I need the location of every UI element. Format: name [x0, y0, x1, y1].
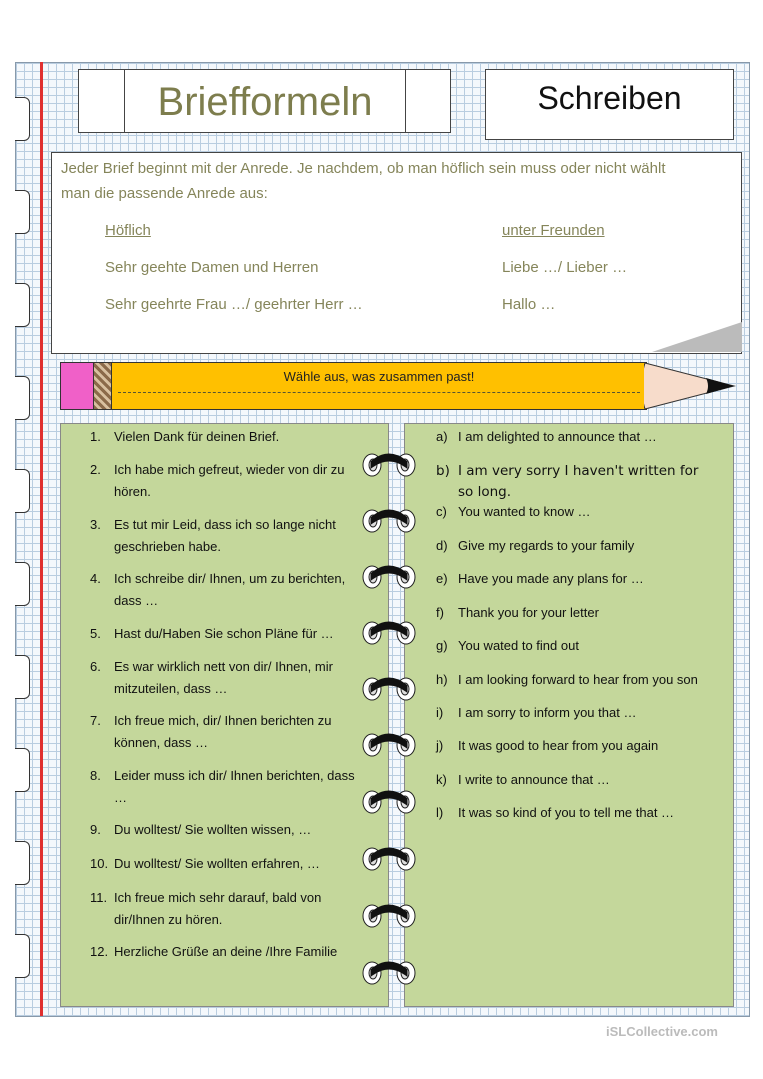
pencil-tip-icon [644, 362, 740, 410]
item-number: 5. [90, 626, 101, 641]
item-letter: i) [436, 705, 444, 720]
item-letter: d) [436, 538, 448, 553]
spiral-ring-icon [362, 899, 416, 929]
instruction: Wähle aus, was zusammen past! [283, 369, 475, 384]
phrase-line: Ich habe mich gefreut, wieder von dir zu [114, 462, 345, 477]
watermark: iSLCollective.com [606, 1024, 718, 1039]
item-letter: j) [436, 738, 444, 753]
binder-hole [15, 934, 30, 978]
german-phrase [90, 853, 370, 875]
phrase-line: hören. [114, 483, 151, 499]
item-number: 4. [90, 571, 101, 586]
german-phrase [90, 710, 370, 753]
informal-greeting: Hallo … [502, 296, 556, 313]
german-phrase [90, 623, 370, 645]
phrase-line: Thank you for your letter [458, 605, 599, 620]
english-phrase [436, 802, 731, 824]
item-number: 8. [90, 768, 101, 783]
item-letter: f) [436, 605, 444, 620]
item-number: 1. [90, 429, 101, 444]
german-phrase [90, 459, 370, 502]
intro-text: Jeder Brief beginnt mit der Anrede. Je nachdem, ob man höflich sein muss oder nicht wählt [61, 160, 666, 177]
phrase-line: Du wolltest/ Sie wollten wissen, … [114, 822, 312, 837]
phrase-line: … [114, 789, 127, 805]
phrase-line: Ich freue mich sehr darauf, bald von [114, 890, 322, 905]
binder-hole [15, 655, 30, 699]
intro-box [51, 152, 742, 354]
german-phrase [90, 568, 370, 611]
binder-hole [15, 97, 30, 141]
german-phrase [90, 514, 370, 557]
phrase-line: dass … [114, 592, 159, 608]
phrase-line: Ich schreibe dir/ Ihnen, um zu berichten, [114, 571, 346, 586]
informal-greeting: Liebe …/ Lieber … [502, 259, 628, 276]
subject-label: Schreiben [485, 69, 734, 140]
spiral-ring-icon [362, 672, 416, 702]
binder-hole [15, 841, 30, 885]
phrase-line: Du wolltest/ Sie wollten erfahren, … [114, 856, 320, 871]
spiral-ring-icon [362, 956, 416, 986]
dashed-line [118, 392, 640, 393]
phrase-line: dir/Ihnen zu hören. [114, 911, 223, 927]
item-letter: b) [436, 463, 450, 479]
item-number: 9. [90, 822, 101, 837]
item-letter: h) [436, 672, 448, 687]
spiral-ring-icon [362, 560, 416, 590]
phrase-line: You wated to find out [458, 638, 579, 653]
binder-hole [15, 376, 30, 420]
german-phrase [90, 656, 370, 699]
spiral-ring-icon [362, 785, 416, 815]
intro-text: man die passende Anrede aus: [61, 185, 268, 202]
informal-heading: unter Freunden [502, 222, 605, 239]
item-number: 11. [90, 890, 108, 905]
phrase-line: mitzuteilen, dass … [114, 680, 228, 696]
english-phrase [436, 635, 731, 657]
title-box [78, 69, 451, 133]
binder-hole [15, 562, 30, 606]
spiral-ring-icon [362, 504, 416, 534]
pencil-banner [60, 362, 740, 410]
item-number: 6. [90, 659, 101, 674]
binder-hole [15, 283, 30, 327]
phrase-line: It was good to hear from you again [458, 738, 659, 753]
item-letter: e) [436, 571, 448, 586]
english-phrase [436, 426, 731, 448]
phrase-line: I am looking forward to hear from you son [458, 672, 698, 687]
english-phrase [436, 602, 731, 624]
phrase-line: Herzliche Grüße an deine /Ihre Familie [114, 944, 338, 959]
phrase-line: können, dass … [114, 734, 208, 750]
binder-hole [15, 748, 30, 792]
english-phrase [436, 702, 731, 724]
phrase-line: geschrieben habe. [114, 538, 221, 554]
formal-heading: Höflich [105, 222, 151, 239]
binder-hole [15, 190, 30, 234]
english-phrase [436, 735, 731, 757]
item-letter: g) [436, 638, 448, 653]
phrase-line: so long. [458, 484, 512, 500]
english-phrase [436, 669, 731, 691]
item-number: 2. [90, 462, 101, 477]
page-title: Briefformeln [124, 70, 406, 132]
phrase-line: Hast du/Haben Sie schon Pläne für … [114, 626, 334, 641]
phrase-line: Give my regards to your family [458, 538, 635, 553]
phrase-line: Ich freue mich, dir/ Ihnen berichten zu [114, 713, 332, 728]
pencil-body [111, 362, 647, 410]
phrase-line: I am sorry to inform you that … [458, 705, 637, 720]
ferrule [93, 362, 112, 410]
phrase-line: Leider muss ich dir/ Ihnen berichten, dass [114, 768, 355, 783]
phrase-line: I write to announce that … [458, 772, 610, 787]
binder-hole [15, 469, 30, 513]
phrase-line: Es war wirklich nett von dir/ Ihnen, mir [114, 659, 333, 674]
phrase-line: Have you made any plans for … [458, 571, 644, 586]
phrase-line: I am delighted to announce that … [458, 429, 657, 444]
item-number: 10. [90, 856, 109, 871]
item-letter: k) [436, 772, 447, 787]
english-phrase [436, 568, 731, 590]
item-number: 7. [90, 713, 101, 728]
english-phrase [436, 461, 731, 503]
german-phrase [90, 819, 370, 841]
formal-greeting: Sehr geehrte Frau …/ geehrter Herr … [105, 296, 363, 313]
spiral-ring-icon [362, 728, 416, 758]
german-phrase [90, 941, 370, 963]
eraser [60, 362, 94, 410]
item-letter: c) [436, 504, 447, 519]
phrase-line: It was so kind of you to tell me that … [458, 805, 675, 820]
item-letter: a) [436, 429, 448, 444]
english-phrase [436, 501, 731, 523]
german-phrase [90, 887, 370, 930]
english-phrase [436, 535, 731, 557]
spiral-ring-icon [362, 842, 416, 872]
english-phrase [436, 769, 731, 791]
phrase-line: You wanted to know … [458, 504, 591, 519]
item-letter: l) [436, 805, 444, 820]
margin-line [40, 62, 43, 1016]
phrase-line: Vielen Dank für deinen Brief. [114, 429, 280, 444]
spiral-ring-icon [362, 448, 416, 478]
phrase-line: I am very sorry I haven't written for [458, 463, 699, 479]
formal-greeting: Sehr geehte Damen und Herren [105, 259, 319, 276]
page-curl [652, 322, 742, 352]
spiral-ring-icon [362, 616, 416, 646]
german-phrase [90, 426, 370, 448]
item-number: 12. [90, 944, 109, 959]
german-phrase [90, 765, 370, 808]
phrase-line: Es tut mir Leid, dass ich so lange nicht [114, 517, 336, 532]
item-number: 3. [90, 517, 101, 532]
